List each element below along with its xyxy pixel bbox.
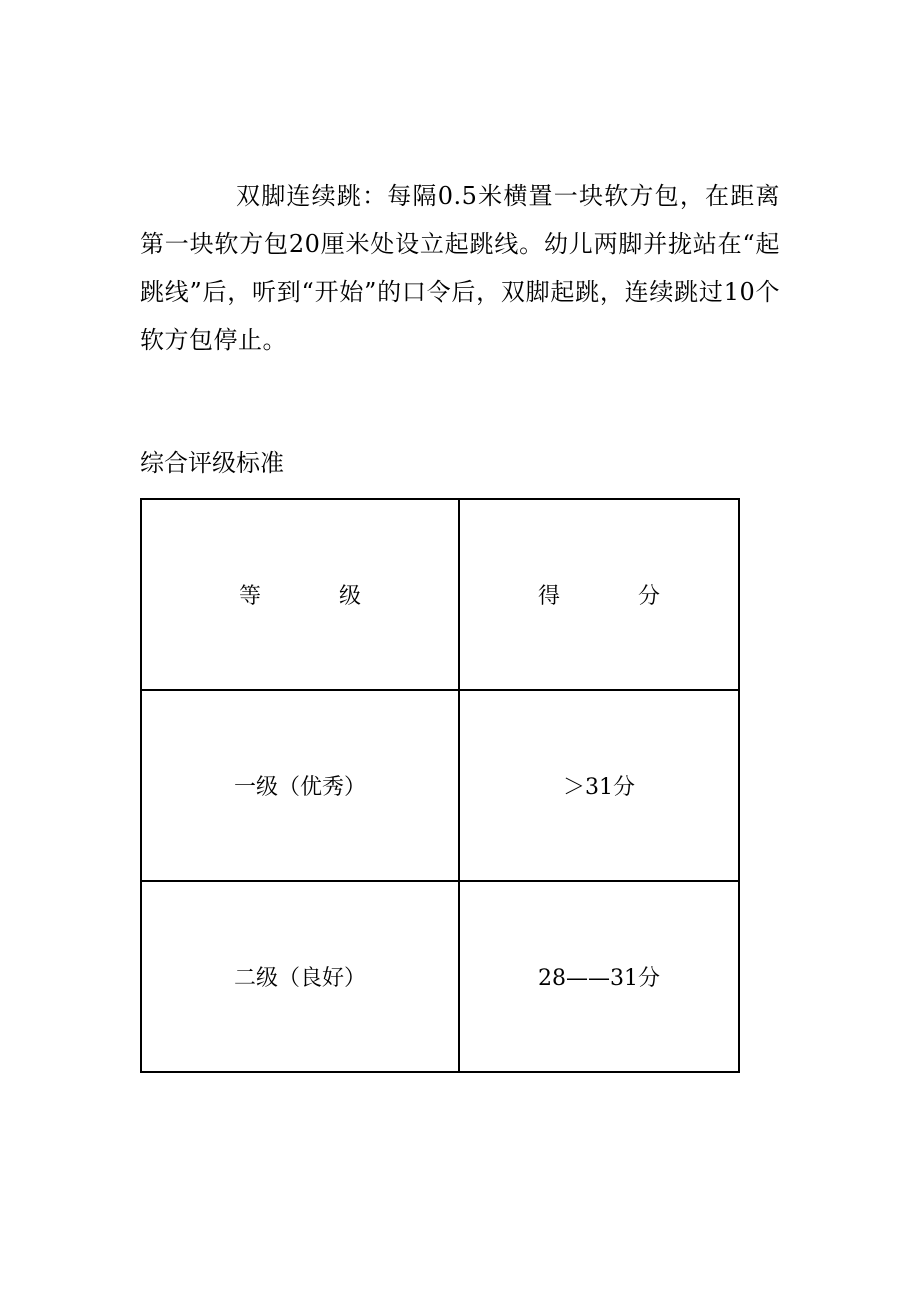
score-cell: 28——31分	[459, 881, 739, 1072]
table-header-row	[141, 499, 739, 690]
level-cell: 一级（优秀）	[141, 690, 459, 881]
section-title: 综合评级标准	[140, 449, 284, 477]
header-score: 得 分	[459, 499, 739, 690]
grading-table	[140, 498, 740, 1073]
level-cell: 二级（良好）	[141, 881, 459, 1072]
table-row	[141, 881, 739, 1072]
score-cell: ＞31分	[459, 690, 739, 881]
description-paragraph: 双脚连续跳：每隔0.5米横置一块软方包，在距离第一块软方包20厘米处设立起跳线。幼儿两脚并拢站在“起跳线”后，听到“开始”的口令后，双脚起跳，连续跳过10个软方包停止。	[140, 182, 780, 354]
header-level: 等 级	[141, 499, 459, 690]
table-row	[141, 690, 739, 881]
